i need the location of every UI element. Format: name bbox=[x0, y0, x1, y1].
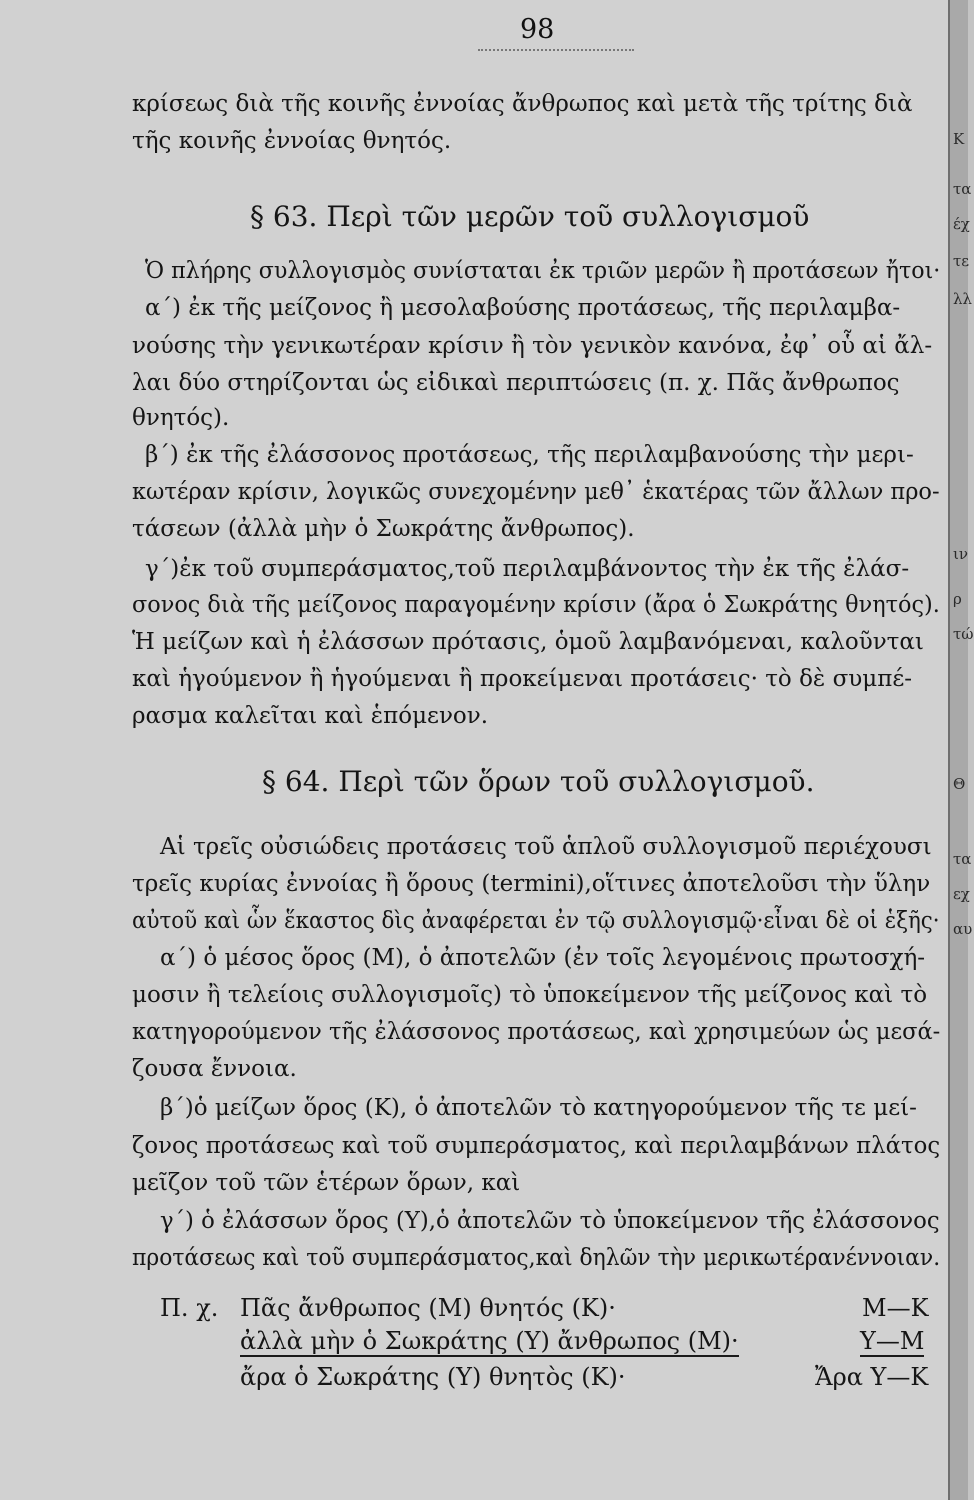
header-rule bbox=[478, 49, 634, 51]
text-line: τῆς κοινῆς ἐννοίας θνητός. bbox=[132, 128, 452, 154]
text-line: ζουσα ἔννοια. bbox=[132, 1056, 297, 1082]
edge-fragment: ρ bbox=[953, 590, 962, 608]
edge-fragment: τε bbox=[953, 252, 970, 270]
text-line: κωτέραν κρίσιν, λογικῶς συνεχομένην μεθ᾽ ἑκατέρας τῶν ἄλλων προ- bbox=[132, 479, 940, 505]
text-line: κατηγορούμενον τῆς ἐλάσσονος προτάσεως, καὶ χρησιμεύων ὡς μεσά- bbox=[132, 1019, 941, 1045]
formula-conclusion: Ἄρα Υ—Κ bbox=[815, 1363, 929, 1391]
page-number: 98 bbox=[520, 14, 555, 45]
text-line: μοσιν ἢ τελείοις συλλογισμοῖς) τὸ ὑποκείμενον τῆς μείζονος καὶ τὸ bbox=[132, 982, 928, 1008]
edge-fragment: εχ bbox=[953, 885, 970, 903]
text-line: νούσης τὴν γενικωτέραν κρίσιν ἢ τὸν γενικὸν κανόνα, ἐφ᾽ οὗ αἱ ἄλ- bbox=[132, 333, 933, 359]
edge-fragment: τώ bbox=[953, 625, 974, 643]
example-conclusion: ἄρα ὁ Σωκράτης (Υ) θνητὸς (Κ)· bbox=[240, 1363, 626, 1391]
text-line: καὶ ἡγούμενον ἢ ἡγούμεναι ἢ προκείμεναι προτάσεις· τὸ δὲ συμπέ- bbox=[132, 666, 913, 692]
edge-fragment: αυ bbox=[953, 920, 973, 938]
text-line: μεῖζον τοῦ τῶν ἑτέρων ὅρων, καὶ bbox=[132, 1170, 521, 1196]
edge-fragment: Κ bbox=[953, 130, 965, 148]
text-line: σονος διὰ τῆς μείζονος παραγομένην κρίσιν (ἄρα ὁ Σωκράτης θνητός). bbox=[132, 592, 940, 618]
text-line: γ΄)ἐκ τοῦ συμπεράσματος,τοῦ περιλαμβάνοντος τὴν ἐκ τῆς ἐλάσ- bbox=[145, 556, 910, 582]
text-line: β΄) ἐκ τῆς ἐλάσσονος προτάσεως, τῆς περιλαμβανούσης τὴν μερι- bbox=[145, 442, 914, 468]
text-line: αὐτοῦ καὶ ὧν ἕκαστος δὶς ἀναφέρεται ἐν τῷ συλλογισμῷ·εἶναι δὲ οἱ ἑξῆς· bbox=[132, 908, 940, 934]
text-line: τρεῖς κυρίας ἐννοίας ἢ ὅρους (termini),οἵτινες ἀποτελοῦσι τὴν ὕλην bbox=[132, 871, 931, 897]
example-major-premise: Πᾶς ἄνθρωπος (Μ) θνητός (Κ)· bbox=[240, 1294, 616, 1322]
text-line: Ἡ μείζων καὶ ἡ ἐλάσσων πρότασις, ὁμοῦ λαμβανόμεναι, καλοῦνται bbox=[132, 629, 924, 655]
text-line: ρασμα καλεῖται καὶ ἑπόμενον. bbox=[132, 703, 489, 729]
text-line: Ὁ πλήρης συλλογισμὸς συνίσταται ἐκ τριῶν μερῶν ἢ προτάσεων ἤτοι· bbox=[145, 258, 941, 284]
edge-fragment: τα bbox=[953, 180, 972, 198]
edge-fragment: Θ bbox=[953, 775, 966, 793]
text-line: θνητός). bbox=[132, 405, 230, 431]
text-line: κρίσεως διὰ τῆς κοινῆς ἐννοίας ἄνθρωπος καὶ μετὰ τῆς τρίτης διὰ bbox=[132, 91, 913, 117]
text-line: ζονος προτάσεως καὶ τοῦ συμπεράσματος, καὶ περιλαμβάνων πλάτος bbox=[132, 1133, 941, 1159]
edge-fragment: λλ bbox=[953, 290, 973, 308]
edge-fragment: έχ bbox=[953, 215, 970, 233]
text-line: α΄) ἐκ τῆς μείζονος ἢ μεσολαβούσης προτάσεως, τῆς περιλαμβα- bbox=[145, 295, 901, 321]
text-line: β΄)ὁ μείζων ὅρος (Κ), ὁ ἀποτελῶν τὸ κατηγορούμενον τῆς τε μεί- bbox=[160, 1095, 917, 1121]
adjacent-page-edge bbox=[948, 0, 974, 1500]
section-heading-64: § 64. Περὶ τῶν ὅρων τοῦ συλλογισμοῦ. bbox=[262, 765, 815, 798]
section-heading-63: § 63. Περὶ τῶν μερῶν τοῦ συλλογισμοῦ bbox=[250, 200, 810, 233]
text-line: γ΄) ὁ ἐλάσσων ὅρος (Υ),ὁ ἀποτελῶν τὸ ὑποκείμενον τῆς ἐλάσσονος bbox=[160, 1208, 940, 1234]
example-minor-premise: ἀλλὰ μὴν ὁ Σωκράτης (Υ) ἄνθρωπος (Μ)· bbox=[240, 1327, 739, 1355]
example-prefix: Π. χ. bbox=[160, 1294, 219, 1322]
formula-minor: Υ—Μ bbox=[860, 1327, 925, 1355]
text-line: προτάσεως καὶ τοῦ συμπεράσματος,καὶ δηλῶν τὴν μερικωτέρανέννοιαν. bbox=[132, 1245, 941, 1271]
text-line: τάσεων (ἀλλὰ μὴν ὁ Σωκράτης ἄνθρωπος). bbox=[132, 516, 635, 542]
text-line: Αἱ τρεῖς οὐσιώδεις προτάσεις τοῦ ἁπλοῦ συλλογισμοῦ περιέχουσι bbox=[160, 834, 932, 860]
text-line: λαι δύο στηρίζονται ὡς εἰδικαὶ περιπτώσεις (π. χ. Πᾶς ἄνθρωπος bbox=[132, 370, 900, 396]
text-line: α΄) ὁ μέσος ὅρος (Μ), ὁ ἀποτελῶν (ἐν τοῖς λεγομένοις πρωτοσχή- bbox=[160, 945, 926, 971]
formula-major: Μ—Κ bbox=[862, 1294, 929, 1322]
edge-fragment: τα bbox=[953, 850, 972, 868]
edge-fragment: ιν bbox=[953, 545, 968, 563]
